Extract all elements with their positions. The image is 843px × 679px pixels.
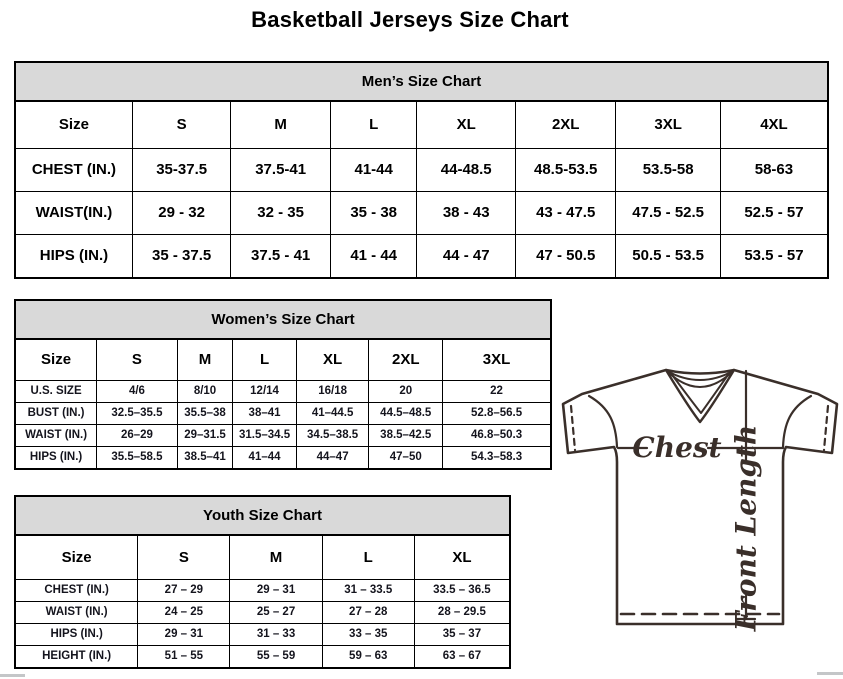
size-value-cell: 28 – 29.5 (414, 601, 509, 623)
row-label: WAIST (IN.) (16, 424, 97, 446)
size-value-cell: 52.5 - 57 (720, 191, 827, 234)
size-value-cell: 32.5–35.5 (97, 402, 178, 424)
size-value-cell: 35-37.5 (132, 148, 231, 191)
column-header: 4XL (720, 102, 827, 148)
table-row (16, 402, 550, 424)
size-value-cell: 59 – 63 (322, 645, 414, 667)
size-value-cell: 35 – 37 (414, 623, 509, 645)
size-value-cell: 44–47 (296, 446, 369, 468)
size-value-cell: 33.5 – 36.5 (414, 579, 509, 601)
row-label: BUST (IN.) (16, 402, 97, 424)
size-value-cell: 27 – 28 (322, 601, 414, 623)
size-value-cell: 48.5-53.5 (515, 148, 615, 191)
size-value-cell: 35.5–38 (177, 402, 233, 424)
size-value-cell: 12/14 (233, 380, 297, 402)
column-header: 2XL (369, 340, 443, 380)
size-value-cell: 38 - 43 (417, 191, 516, 234)
size-value-cell: 25 – 27 (230, 601, 322, 623)
column-header: S (138, 536, 230, 579)
size-value-cell: 34.5–38.5 (296, 424, 369, 446)
size-value-cell: 47 - 50.5 (515, 234, 615, 277)
mens-size-chart (14, 61, 829, 279)
column-header: Size (16, 536, 138, 579)
size-value-cell: 31 – 33 (230, 623, 322, 645)
row-label: WAIST (IN.) (16, 601, 138, 623)
size-value-cell: 35 - 38 (330, 191, 417, 234)
size-value-cell: 29–31.5 (177, 424, 233, 446)
size-value-cell: 35.5–58.5 (97, 446, 178, 468)
youth-chart-title: Youth Size Chart (16, 497, 509, 536)
size-value-cell: 22 (443, 380, 550, 402)
size-value-cell: 8/10 (177, 380, 233, 402)
column-header: M (177, 340, 233, 380)
row-label: CHEST (IN.) (16, 579, 138, 601)
table-row (16, 645, 509, 667)
table-row (16, 424, 550, 446)
column-header: L (322, 536, 414, 579)
column-header: L (330, 102, 417, 148)
front-length-label: Front Length (729, 424, 763, 632)
womens-size-table (16, 340, 550, 468)
size-value-cell: 32 - 35 (231, 191, 331, 234)
scrollbar-fragment-left[interactable] (0, 674, 25, 677)
size-value-cell: 27 – 29 (138, 579, 230, 601)
womens-size-chart (14, 299, 552, 470)
chest-label: Chest (632, 431, 722, 464)
row-label: HIPS (IN.) (16, 234, 132, 277)
scrollbar-fragment-right[interactable] (817, 672, 843, 675)
column-header: M (231, 102, 331, 148)
size-value-cell: 47.5 - 52.5 (616, 191, 720, 234)
size-value-cell: 41–44.5 (296, 402, 369, 424)
table-row (16, 579, 509, 601)
size-value-cell: 44.5–48.5 (369, 402, 443, 424)
size-value-cell: 53.5 - 57 (720, 234, 827, 277)
size-value-cell: 37.5 - 41 (231, 234, 331, 277)
row-label: CHEST (IN.) (16, 148, 132, 191)
size-value-cell: 16/18 (296, 380, 369, 402)
column-header: Size (16, 102, 132, 148)
row-label: HEIGHT (IN.) (16, 645, 138, 667)
size-value-cell: 41 - 44 (330, 234, 417, 277)
size-value-cell: 50.5 - 53.5 (616, 234, 720, 277)
mens-size-table (16, 102, 827, 277)
column-header: 3XL (616, 102, 720, 148)
size-value-cell: 4/6 (97, 380, 178, 402)
size-value-cell: 20 (369, 380, 443, 402)
row-label: HIPS (IN.) (16, 446, 97, 468)
column-header: 3XL (443, 340, 550, 380)
size-value-cell: 52.8–56.5 (443, 402, 550, 424)
mens-chart-title: Men’s Size Chart (16, 63, 827, 102)
size-value-cell: 31 – 33.5 (322, 579, 414, 601)
size-value-cell: 41–44 (233, 446, 297, 468)
size-value-cell: 53.5-58 (616, 148, 720, 191)
size-value-cell: 51 – 55 (138, 645, 230, 667)
header-row (16, 102, 827, 148)
size-value-cell: 41-44 (330, 148, 417, 191)
table-row (16, 601, 509, 623)
size-value-cell: 43 - 47.5 (515, 191, 615, 234)
womens-chart-title: Women’s Size Chart (16, 301, 550, 340)
size-value-cell: 63 – 67 (414, 645, 509, 667)
row-label: WAIST(IN.) (16, 191, 132, 234)
column-header: Size (16, 340, 97, 380)
table-row (16, 148, 827, 191)
table-row (16, 191, 827, 234)
youth-size-chart (14, 495, 511, 669)
row-label: U.S. SIZE (16, 380, 97, 402)
size-value-cell: 44-48.5 (417, 148, 516, 191)
column-header: XL (296, 340, 369, 380)
size-value-cell: 31.5–34.5 (233, 424, 297, 446)
size-value-cell: 29 - 32 (132, 191, 231, 234)
size-value-cell: 44 - 47 (417, 234, 516, 277)
header-row (16, 340, 550, 380)
size-value-cell: 38.5–42.5 (369, 424, 443, 446)
row-label: HIPS (IN.) (16, 623, 138, 645)
size-value-cell: 33 – 35 (322, 623, 414, 645)
size-value-cell: 24 – 25 (138, 601, 230, 623)
size-value-cell: 55 – 59 (230, 645, 322, 667)
table-row (16, 380, 550, 402)
table-row (16, 234, 827, 277)
size-value-cell: 29 – 31 (230, 579, 322, 601)
table-row (16, 623, 509, 645)
size-value-cell: 54.3–58.3 (443, 446, 550, 468)
size-value-cell: 38–41 (233, 402, 297, 424)
column-header: S (132, 102, 231, 148)
size-value-cell: 38.5–41 (177, 446, 233, 468)
page-title: Basketball Jerseys Size Chart (251, 7, 569, 32)
column-header: 2XL (515, 102, 615, 148)
column-header: M (230, 536, 322, 579)
header-row (16, 536, 509, 579)
size-value-cell: 47–50 (369, 446, 443, 468)
size-value-cell: 29 – 31 (138, 623, 230, 645)
size-value-cell: 37.5-41 (231, 148, 331, 191)
size-value-cell: 26–29 (97, 424, 178, 446)
column-header: XL (417, 102, 516, 148)
column-header: XL (414, 536, 509, 579)
column-header: S (97, 340, 178, 380)
table-row (16, 446, 550, 468)
size-value-cell: 46.8–50.3 (443, 424, 550, 446)
size-value-cell: 35 - 37.5 (132, 234, 231, 277)
jersey-measurement-diagram (556, 356, 843, 672)
column-header: L (233, 340, 297, 380)
youth-size-table (16, 536, 509, 667)
size-value-cell: 58-63 (720, 148, 827, 191)
